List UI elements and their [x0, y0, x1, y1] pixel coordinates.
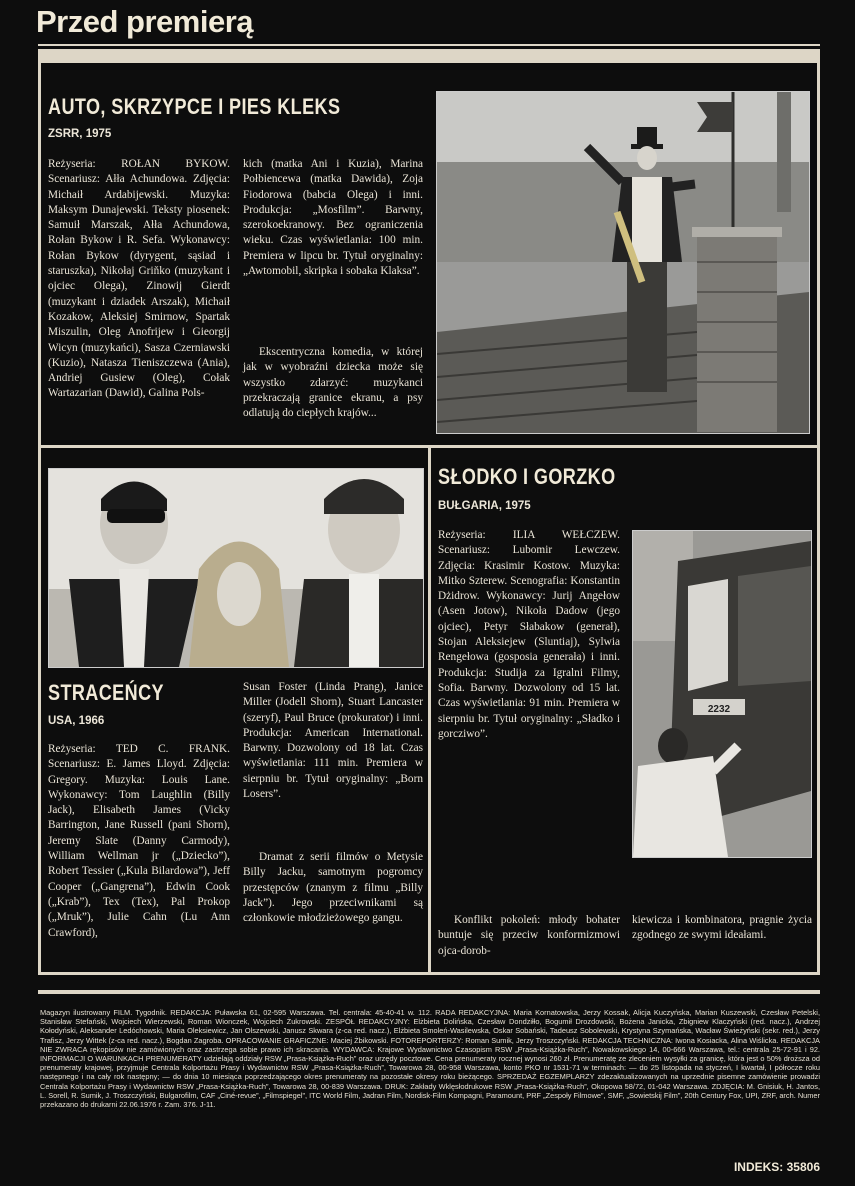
- film-1-title: AUTO, SKRZYPCE I PIES KLEKS: [48, 94, 341, 119]
- film-3-title: SŁODKO I GORZKO: [438, 464, 616, 489]
- page-title: Przed premierą: [36, 4, 253, 39]
- film-2-credits-col1: Reżyseria: TED C. FRANK. Scenariusz: E. James Lloyd. Zdjęcia: Gregory. Muzyka: Louis Lane. Wykonawcy: Tom Laughlin (Billy Jack), Elisabeth James (Vicky Barrington, Jane Russell (pani Shorn), Jeremy Slate (Danny Carmody), William Wellman jr („Dziecko”), Robert Tessier („Kula Bilardowa”), Jeff Cooper („Gangrena”), Edwin Cook („Krab”), Tex (Tex), Pal Prokop („Mruk”), Julie Cahn (Lu Ann Crawford),: [48, 743, 230, 939]
- section-divider-vertical: [428, 445, 431, 975]
- film-2-credits-col2: Susan Foster (Linda Prang), Janice Miller (Jodell Shorn), Stuart Lancaster (szeryf), Paul Bruce (prokurator) i inni. Produkcja: American International. Barwny. Dozwolony od 18 lat. Czas wyświetlania: 111 min. Premiera w sierpniu br. Tytuł oryginalny: „Born Losers”.: [243, 681, 423, 801]
- film-1-description: Ekscentryczna komedia, w której jak w wyobraźni dziecka może się wszystko zdarzyć: muzykanci przekraczają granice ekranu, a psy odlatują do ciepłych krajów...: [243, 346, 423, 420]
- frame-left: [38, 49, 41, 975]
- film-2-origin: USA, 1966: [48, 715, 105, 727]
- film-3-description-col1: Konflikt pokoleń: młody bohater buntuje się przeciw konformizmowi ojca-dorob-: [438, 914, 620, 957]
- film-2-still-photo: [48, 468, 424, 668]
- film-3-description-col2: kiewicza i kombinatora, pragnie życia zgodnego ze swymi ideałami.: [632, 914, 812, 942]
- film-2-description: Dramat z serii filmów o Metysie Billy Jacku, samotnym pogromcy przestępców (znanym z filmu „Billy Jack”). Jego przeciwnikami są członkowie młodzieżowego gangu.: [243, 851, 423, 925]
- film-1-still-photo: [436, 91, 810, 434]
- film-1-origin: ZSRR, 1975: [48, 128, 112, 140]
- film-3-truck-plate: 2232: [707, 704, 731, 715]
- header-bar: [38, 49, 820, 63]
- header-rule: [38, 44, 820, 46]
- index-number: INDEKS: 35806: [733, 1160, 820, 1174]
- film-2-title: STRACEŃCY: [48, 680, 164, 705]
- film-1-credits-col1: Reżyseria: ROŁAN BYKOW. Scenariusz: Ałła Achundowa. Zdjęcia: Michaił Ardabijewski. Muzyka: Maksym Dunajewski. Teksty piosenek: Samuił Marszak, Ałła Achundowa, Rołan Bykow i R. Sefa. Wykonawcy: Rołan Bykow (dyrygent, sąsiad i staruszka), Nikołaj Griňko (muzykant i ojciec Olega), Zinowij Gierdt (muzykant i dziadek Arszak), Michaił Kozakow, Aleksiej Smirnow, Spartak Miszulin, Oleg Anofrijew i Gieorgij Wicyn (muzykańci), Sasza Czerniawski (Kuzio), Natasza Tieniszczewa (Ania), Andriej Gusiew (Oleg), Cołak Wartazarian (Dawid), Galina Pols-: [48, 158, 230, 400]
- footer-rule: [38, 990, 820, 994]
- imprint-text: Magazyn ilustrowany FILM. Tygodnik. REDAKCJA: Puławska 61, 02-595 Warszawa. Tel. centrala: 45-40-41 w. 112. RADA REDAKCYJNA: Maria Kornatowska, Jerzy Kossak, Alicja Kuczyńska, Marian Kuszewski, Czesław Petelski, Stanisław Stefański, Wojciech Wierzewski, Roman Wionczek, Wojciech Żukrowski. ZESPÓŁ REDAKCYJNY: Elżbieta Dolińska, Czesław Dondziłło, Bogumił Drozdowski, Bożena Janicka, Zbigniew Klaczyński (red. nacz.), Andrzej Kołodyński, Aleksander Ledóchowski, Maria Oleksiewicz, Jan Olszewski, Janusz Skwara (z-ca red. nacz.), Elżbieta Smoleń-Wasilewska, Oskar Sobański, Tadeusz Sobolewski, Krystyna Szymańska, Wacław Świeżyński (sekr. red.), Jerzy Trafisz, Jerzy Wittek (z-ca red. nacz.), Bogdan Zagroba. OPRACOWANIE GRAFICZNE: Maciej Żbikowski. FOTOREPORTERZY: Roman Sumik, Jerzy Troszczyński. REDAKCJA TECHNICZNA: Iwona Kosiacka, Alina Wiślicka. REDAKCJA NIE ZWRACA rękopisów nie zamówionych oraz zastrzega sobie prawo ich skracania. WYDAWCA: Krajowe Wydawnictwo Czasopism RSW „Prasa-Książka-Ruch”, Nowakowskiego 14, 00-666 Warszawa, tel.: centrala 25-72-91 i 92. INFORMACJI O WARUNKACH PRENUMERATY udzielają oddziały RSW „Prasa-Książka-Ruch” oraz urzędy pocztowe. Cena prenumeraty rocznej wynosi 260 zł. Prenumeratę ze zleceniem wysyłki za granicę, która jest o 50% droższa od prenumeraty krajowej, przyjmuje Centrala Kolportażu Prasy i Wydawnictw RSW „Prasa-Książka-Ruch”, Towarowa 28, 00-958 Warszawa, konto PKO nr 1531-71 w terminach: — do 25 listopada na styczeń, I kwartał, I półrocze roku następnego i na cały rok następny; — do dnia 10 miesiąca poprzedzającego okres prenumeraty na pozostałe okresy roku bieżącego. SPRZEDAŻ EGZEMPLARZY zdezaktualizowanych na uprzednie pisemne zamówienie prowadzi Centrala Kolportażu Prasy i Wydawnictw RSW „Prasa-Książka-Ruch”, Towarowa 28, 00-839 Warszawa. DRUK: Zakłady Wklęsłodrukowe RSW „Prasa-Książka-Ruch”, Okopowa 58/72, 01-042 Warszawa. ZDJĘCIA: M. Gnisiuk, H. Jantos, L. Sorell, R. Sumik, J. Troszczyński, Bulgarofilm, CAF „Ciné-revue”, „Filmspiegel”, ITC World Film, Jadran Film, Nordisk-Film Kompagni, Paramount, PRF „Zespoły Filmowe”, SMF, „Sowietskij Film”, 20th Century Fox, UPI, ZRF, arch. Numer przekazano do drukarni 22.06.1976 r. Zam. 376. J-11.: [40, 1008, 820, 1110]
- film-3-still-photo: [632, 530, 812, 858]
- film-3-credits: Reżyseria: ILIA WEŁCZEW. Scenariusz: Lubomir Lewczew. Zdjęcia: Krasimir Kostow. Muzyka: Mitko Szterew. Scenografia: Konstantin Dżidrow. Wykonawcy: Jurij Angełow (Asen Jotow), Nikoła Dadow (jego ojciec), Petyr Słabakow (generał), Stojan Aleksiejew (Sluntiaj), Sylwia Rengełowa (gosposia generała) i inni. Produkcja: Studija za Igralni Filmy, Sofia. Barwny. Dozwolony od 15 lat. Czas wyświetlania: 91 min. Premiera w sierpniu br. Tytuł oryginalny: „Sładko i gorcziwo”.: [438, 529, 620, 740]
- frame-right: [817, 49, 820, 975]
- film-1-credits-col2: kich (matka Ani i Kuzia), Marina Połbiencewa (matka Dawida), Zoja Fiodorowa (babcia Olega) i inni. Produkcja: „Mosfilm”. Barwny, szerokoekranowy. Bez ograniczenia wieku. Czas wyświetlania: 100 min. Premiera w lipcu br. Tytuł oryginalny: „Awtomobil, skripka i sobaka Klaksa”.: [243, 158, 423, 278]
- film-3-origin: BUŁGARIA, 1975: [438, 500, 531, 512]
